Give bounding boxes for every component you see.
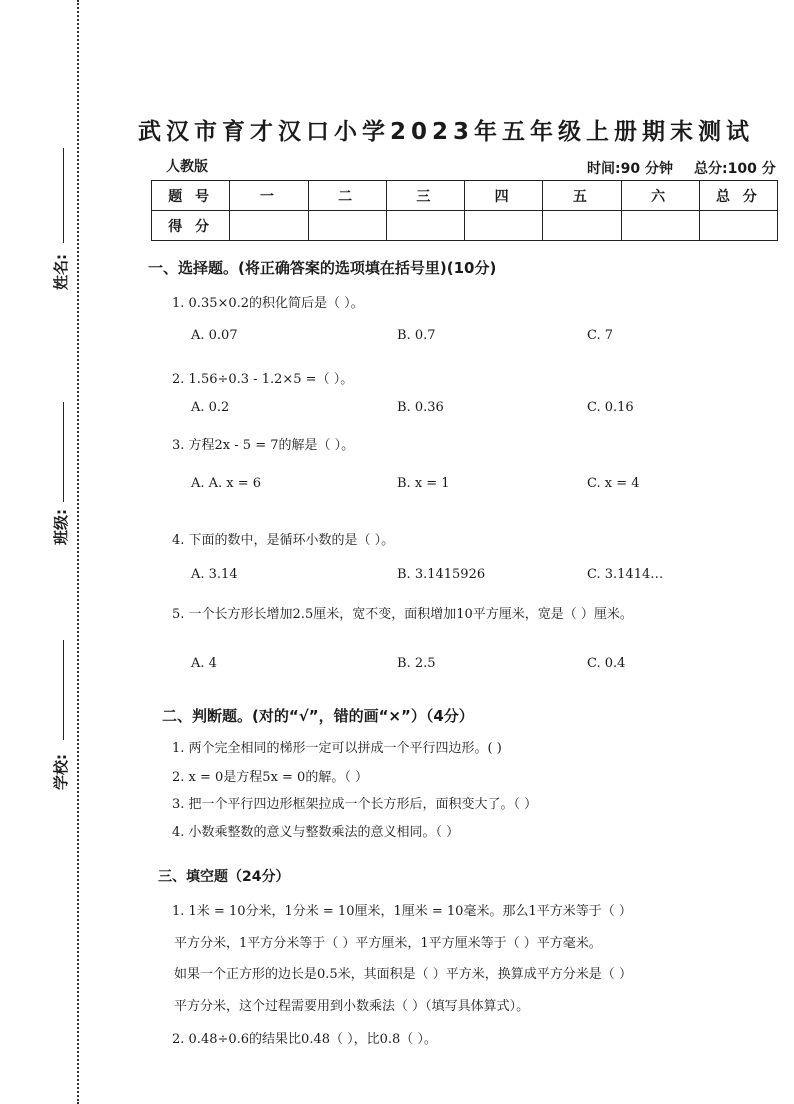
option-a[interactable]: A. 4 xyxy=(191,656,217,671)
score-table-header-row xyxy=(152,181,778,211)
score-table-score-row xyxy=(152,211,778,241)
option-a[interactable]: A. 3.14 xyxy=(191,567,238,582)
option-c[interactable]: C. 0.16 xyxy=(587,400,634,415)
score-input-cell[interactable] xyxy=(386,211,464,241)
question-1: 1. 0.35×0.2的积化简后是（ ）。 xyxy=(172,296,364,311)
name-line xyxy=(63,148,64,243)
total-score-label: 总分:100 分 xyxy=(694,161,776,177)
option-a[interactable]: A. 0.07 xyxy=(191,328,238,343)
option-b[interactable]: B. x = 1 xyxy=(397,476,450,491)
section-3-title: 三、填空题（24分） xyxy=(158,869,290,885)
question-4: 4. 下面的数中，是循环小数的是（ ）。 xyxy=(172,533,395,548)
section-1-title: 一、选择题。(将正确答案的选项填在括号里)(10分) xyxy=(148,259,497,277)
judge-item: 4. 小数乘整数的意义与整数乘法的意义相同。（ ） xyxy=(172,825,460,840)
score-input-cell[interactable] xyxy=(543,211,621,241)
score-input-cell[interactable] xyxy=(230,211,308,241)
option-c[interactable]: C. 0.4 xyxy=(587,656,626,671)
name-label: 姓名: xyxy=(52,254,70,290)
table-cell: 三 xyxy=(386,181,464,211)
fill-line: 平方分米，这个过程需要用到小数乘法（ ）（填写具体算式）。 xyxy=(174,999,530,1014)
table-cell: 五 xyxy=(543,181,621,211)
question-3: 3. 方程2x - 5 = 7的解是（ ）。 xyxy=(172,438,355,453)
option-b[interactable]: B. 0.7 xyxy=(397,328,436,343)
option-c[interactable]: C. x = 4 xyxy=(587,476,640,491)
table-cell: 四 xyxy=(465,181,543,211)
question-2: 2. 1.56÷0.3 - 1.2×5 =（ ）。 xyxy=(172,372,354,387)
fill-line: 1. 1米 = 10分米，1分米 = 10厘米，1厘米 = 10毫米。那么1平方米等于（ ） xyxy=(172,904,632,919)
option-b[interactable]: B. 3.1415926 xyxy=(397,567,486,582)
score-table xyxy=(151,180,778,241)
school-label: 学校: xyxy=(52,754,70,790)
table-cell: 总 分 xyxy=(699,181,777,211)
edition-label: 人教版 xyxy=(166,159,208,175)
option-a[interactable]: A. A. x = 6 xyxy=(191,476,262,491)
judge-item: 1. 两个完全相同的梯形一定可以拼成一个平行四边形。( ) xyxy=(172,741,502,756)
option-c[interactable]: C. 3.1414… xyxy=(587,567,664,582)
binding-dotted-line xyxy=(77,0,79,1104)
section-2-title: 二、判断题。(对的“√”，错的画“×”）（4分） xyxy=(162,707,474,725)
score-input-cell[interactable] xyxy=(308,211,386,241)
option-b[interactable]: B. 2.5 xyxy=(397,656,436,671)
question-5: 5. 一个长方形长增加2.5厘米，宽不变，面积增加10平方厘米，宽是（ ）厘米。 xyxy=(172,607,633,622)
judge-item: 3. 把一个平行四边形框架拉成一个长方形后，面积变大了。（ ） xyxy=(172,797,538,812)
score-input-cell[interactable] xyxy=(699,211,777,241)
option-a[interactable]: A. 0.2 xyxy=(191,400,230,415)
score-input-cell[interactable] xyxy=(465,211,543,241)
fill-line: 如果一个正方形的边长是0.5米，其面积是（ ）平方米，换算成平方分米是（ ） xyxy=(174,967,632,982)
fill-line: 平方分米，1平方分米等于（ ）平方厘米，1平方厘米等于（ ）平方毫米。 xyxy=(174,936,602,951)
table-cell: 二 xyxy=(308,181,386,211)
option-b[interactable]: B. 0.36 xyxy=(397,400,444,415)
table-cell: 得 分 xyxy=(152,211,230,241)
time-label: 时间:90 分钟 xyxy=(587,161,673,177)
table-cell: 一 xyxy=(230,181,308,211)
fill-line: 2. 0.48÷0.6的结果比0.48（ ），比0.8（ ）。 xyxy=(172,1032,437,1047)
school-line xyxy=(63,640,64,740)
class-line xyxy=(63,402,64,502)
option-c[interactable]: C. 7 xyxy=(587,328,614,343)
judge-item: 2. x = 0是方程5x = 0的解。（ ） xyxy=(172,770,368,785)
score-input-cell[interactable] xyxy=(621,211,699,241)
table-cell: 题 号 xyxy=(152,181,230,211)
table-cell: 六 xyxy=(621,181,699,211)
class-label: 班级: xyxy=(52,509,70,545)
page-title: 武汉市育才汉口小学2023年五年级上册期末测试 xyxy=(138,119,755,145)
